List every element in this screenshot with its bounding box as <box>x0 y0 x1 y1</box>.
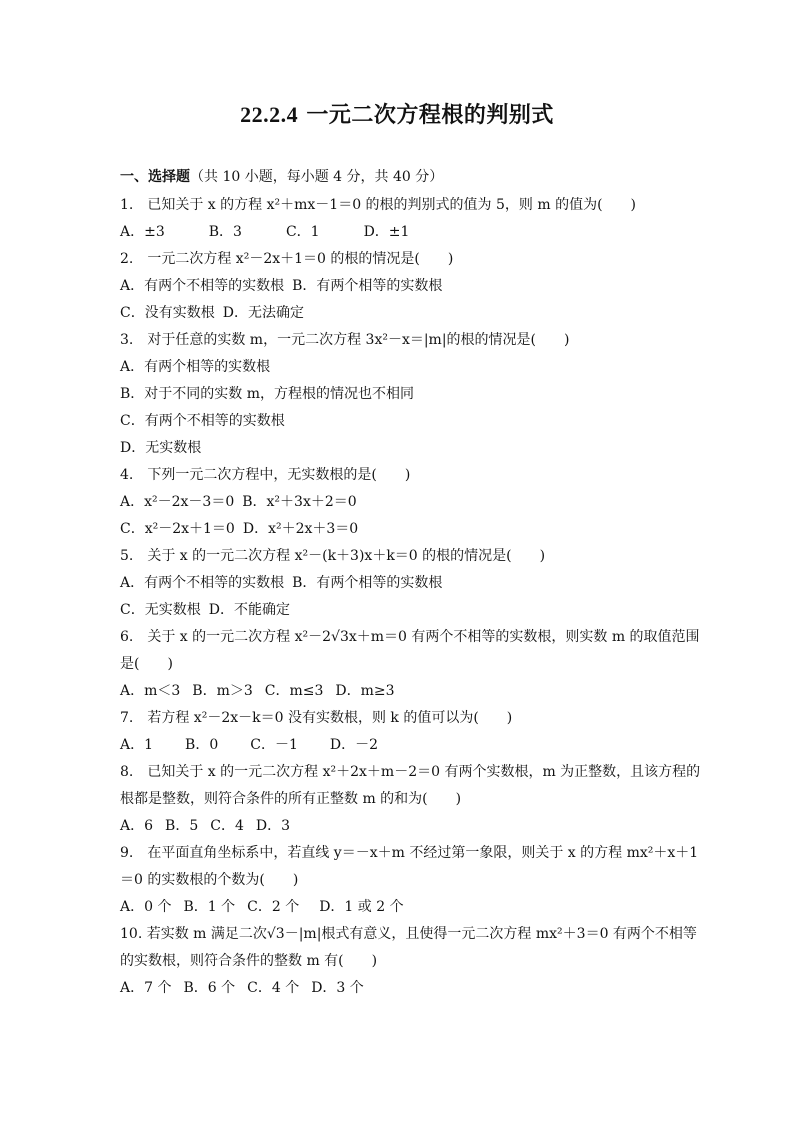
question-5-stem: 5. 关于 x 的一元二次方程 x²－(k＋3)x＋k＝0 的根的情况是( ) <box>120 548 546 564</box>
option: B．0 <box>185 737 219 753</box>
option: D．无实数根 <box>120 440 202 456</box>
question-7-options <box>120 732 680 759</box>
option: D．－2 <box>329 737 378 753</box>
option: C．有两个不相等的实数根 <box>120 413 285 429</box>
question-list <box>120 192 701 1002</box>
option: A．7 个 <box>120 980 172 996</box>
option: C．无实数根 <box>120 602 201 618</box>
question-8-stem-cont: 根都是整数，则符合条件的所有正整数 m 的和为( ) <box>120 791 462 807</box>
option: C．没有实数根 <box>120 305 215 321</box>
question-9-stem-cont: ＝0 的实数根的个数为( ) <box>120 872 299 888</box>
option: D．无法确定 <box>222 305 304 321</box>
question-10-stem-cont: 的实数根，则符合条件的整数 m 有( ) <box>120 953 378 969</box>
option: B．m＞3 <box>192 683 253 699</box>
option: B．5 <box>165 818 199 834</box>
option: A．1 <box>120 737 154 753</box>
page-title <box>0 98 794 129</box>
option: C．2 个 <box>247 899 300 915</box>
question-4-options-row1 <box>120 489 680 516</box>
section-note: （共 10 小题，每小题 4 分，共 40 分） <box>190 169 444 185</box>
question-3-stem: 3. 对于任意的实数 m，一元二次方程 3x²－x＝|m|的根的情况是( ) <box>120 332 570 348</box>
question-2-stem: 2. 一元二次方程 x²－2x＋1＝0 的根的情况是( ) <box>120 251 454 267</box>
option: A．有两个不相等的实数根 <box>120 278 285 294</box>
option: B．对于不同的实数 m，方程根的情况也不相同 <box>120 386 415 402</box>
question-9-options <box>120 894 680 921</box>
question-4-stem: 4. 下列一元二次方程中，无实数根的是( ) <box>120 467 411 483</box>
option: B．1 个 <box>183 899 236 915</box>
section-name: 一、选择题 <box>120 169 190 185</box>
option: A．x²－2x－3＝0 <box>120 494 235 510</box>
option: A．±3 <box>120 224 165 240</box>
option: C．m≤3 <box>264 683 324 699</box>
option: D．m≥3 <box>335 683 395 699</box>
option: D．x²＋2x＋3＝0 <box>242 521 359 537</box>
option: D．3 <box>255 818 290 834</box>
option: D．±1 <box>363 224 410 240</box>
option: D．1 或 2 个 <box>319 899 404 915</box>
question-9-stem: 9. 在平面直角坐标系中，若直线 y＝－x＋m 不经过第一象限，则关于 x 的方程 mx²＋x＋1 <box>120 845 699 861</box>
question-10-stem: 10. 若实数 m 满足二次√3－|m|根式有意义，且使得一元二次方程 mx²＋3＝0 有两个不相等 <box>120 926 697 942</box>
option: B．6 个 <box>183 980 236 996</box>
question-5-options-row1 <box>120 570 680 597</box>
question-6-stem-cont: 是( ) <box>120 656 173 672</box>
option: D．3 个 <box>311 980 364 996</box>
option: C．1 <box>285 224 320 240</box>
question-5-options-row2 <box>120 597 680 624</box>
question-1-options <box>120 219 680 246</box>
option: A．m＜3 <box>120 683 181 699</box>
section-heading <box>120 166 443 186</box>
option: B．3 <box>208 224 242 240</box>
option: A．有两个不相等的实数根 <box>120 575 285 591</box>
option: D．不能确定 <box>208 602 290 618</box>
option: C．－1 <box>250 737 298 753</box>
question-2-options-row1 <box>120 273 680 300</box>
question-6-options <box>120 678 680 705</box>
option: A．6 <box>120 818 154 834</box>
question-8-options <box>120 813 680 840</box>
title-number: 22.2.4 <box>240 102 299 127</box>
question-10-options <box>120 975 680 1002</box>
option: B．有两个相等的实数根 <box>292 278 443 294</box>
question-4-options-row2 <box>120 516 680 543</box>
option: B．x²＋3x＋2＝0 <box>242 494 357 510</box>
title-text: 一元二次方程根的判别式 <box>306 102 554 128</box>
option: C．x²－2x＋1＝0 <box>120 521 235 537</box>
question-6-stem: 6. 关于 x 的一元二次方程 x²－2√3x＋m＝0 有两个不相等的实数根，则实数 m 的取值范围 <box>120 629 700 645</box>
option: C．4 <box>210 818 244 834</box>
option: B．有两个相等的实数根 <box>292 575 443 591</box>
question-8-stem: 8. 已知关于 x 的一元二次方程 x²＋2x＋m－2＝0 有两个实数根，m 为正整数，且该方程的 <box>120 764 701 780</box>
option: C．4 个 <box>247 980 300 996</box>
question-1-stem: 1. 已知关于 x 的方程 x²＋mx－1＝0 的根的判别式的值为 5，则 m 的值为( ) <box>120 197 637 213</box>
option: A．0 个 <box>120 899 172 915</box>
question-7-stem: 7. 若方程 x²－2x－k＝0 没有实数根，则 k 的值可以为( ) <box>120 710 513 726</box>
option: A．有两个相等的实数根 <box>120 359 271 375</box>
question-2-options-row2 <box>120 300 680 327</box>
